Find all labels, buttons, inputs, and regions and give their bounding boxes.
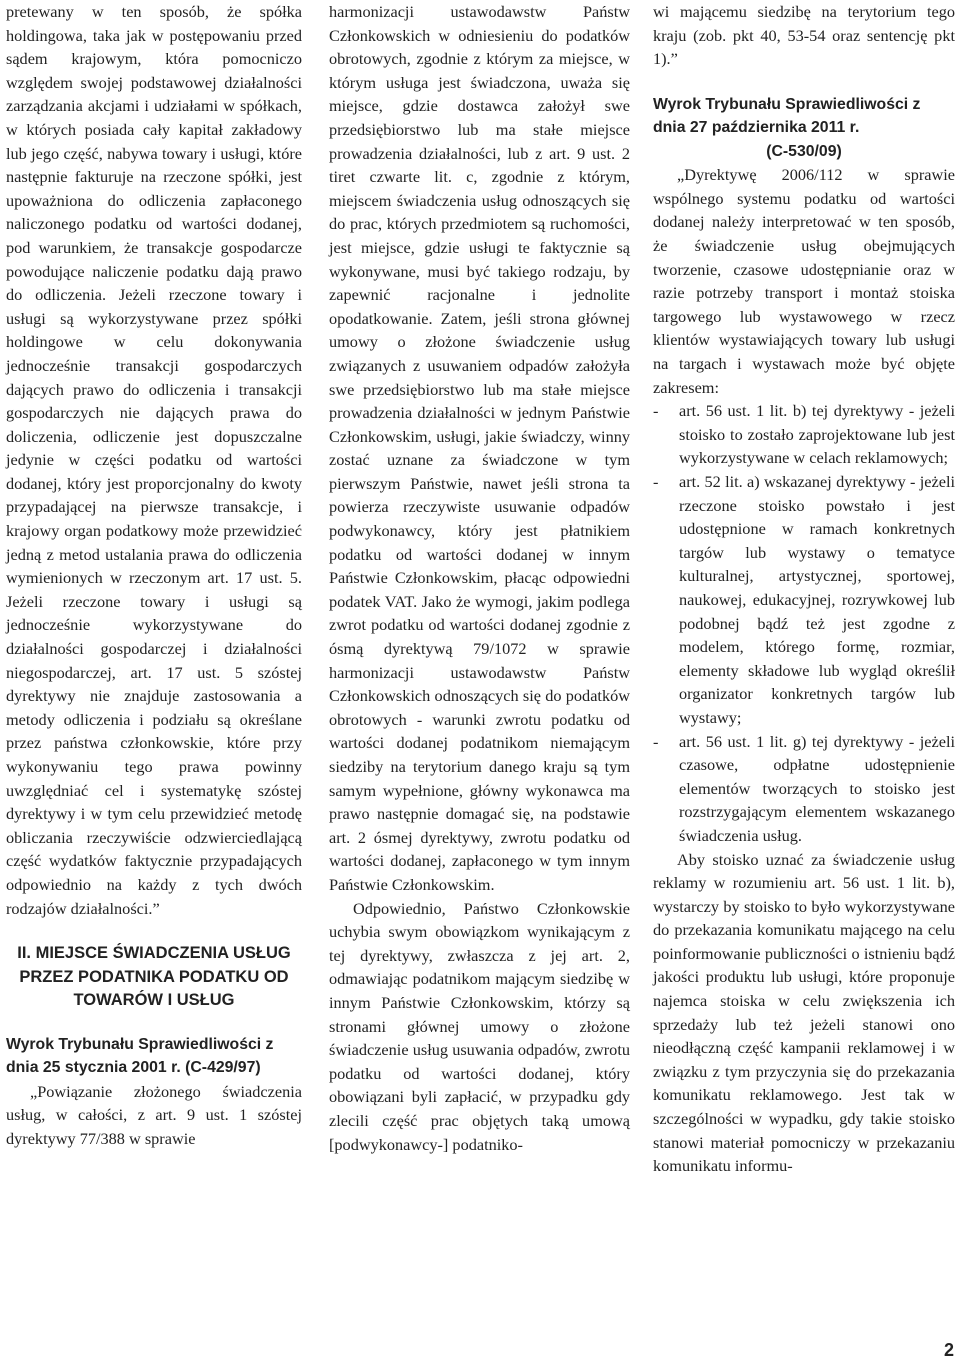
list-item-text: art. 52 lit. a) wskazanej dyrektywy - jeżeli rzeczone stoisko powstało i jest udostępnione w ramach konkretnych targów lub wystawy o tematyce kulturalnej, artystycznej, sportowej, naukowej, edukacyjnej, rozrywkowej lub podobnej bądź też jest zgodne z modelem, którego formę, rozmiar, elementy składowe lub wygląd określił organizator konkretnych targów lub wystawy;	[679, 472, 955, 727]
text-column-1	[6, 0, 302, 1150]
paragraph: „Powiązanie złożonego świadczenia usług, w całości, z art. 9 ust. 1 szóstej dyrektywy 77/388 w sprawie	[6, 1081, 302, 1148]
list-item	[653, 470, 955, 730]
list-dash: -	[653, 472, 659, 491]
list-item-text: art. 56 ust. 1 lit. g) tej dyrektywy - jeżeli czasowe, odpłatne udostępnienie elementów tworzących to stoisko jest rozstrzygającym elementem wskazanego świadczenia usług.	[679, 731, 955, 845]
list-item	[653, 399, 955, 470]
text-column-2	[329, 0, 630, 1156]
ruling-title: Wyrok Trybunału Sprawiedliwości z dnia 25 stycznia 2001 r. (C-429/97)	[6, 1035, 274, 1077]
ruling-title: Wyrok Trybunału Sprawiedliwości z dnia 27 października 2011 r.	[653, 95, 921, 137]
ruling-scope-list	[653, 399, 955, 847]
paragraph: „Dyrektywę 2006/112 w sprawie wspólnego systemu podatku od wartości dodanej należy interpretować w ten sposób, że świadczenie usług obejmujących tworzenie, czasowe udostępnianie oraz w razie potrzeby transport i montaż stoiska targowego lub wystawowego w rzecz klientów wystawiających towary lub usługi na targach i wystawach może być objęte zakresem:	[653, 165, 955, 397]
paragraph: Odpowiednio, Państwo Członkowskie uchybia swym obowiązkom wynikającym z tej dyrektywy, zwłaszcza z jej art. 2, odmawiając podatnikom mającym siedzibę w innym Państwie Członkowskim, którzy są stronami głównej umowy o złożone świadczenie usług usuwania odpadów, zwrotu podatku od wartości dodanej, który obowiązani byli zapłacić, w przypadku gdy zlecili część prac objętych taką umową [podwykonawcy-] podatniko-	[329, 898, 630, 1154]
list-dash: -	[653, 731, 659, 751]
list-dash: -	[653, 401, 659, 421]
paragraph: pretewany w ten sposób, że spółka holdingowa, taka jak w postępowaniu przed sądem krajowym, która pomocniczo względem swojej podstawowej działalności zarządzania akcjami i udziałami w spółkach, w których posiada cały kapitał zakładowy lub jego część, nabywa towary i usługi, które następnie fakturuje na rzeczone spółki, jest upoważniona do odliczenia zapłaconego naliczonego podatku od wartości dodanej, pod warunkiem, że transakcje gospodarcze powodujące naliczenie podatku dają prawo do odliczenia. Jeżeli rzeczone towary i usługi są wykorzystywane przez spółki holdingowe w celu dokonywania jednocześnie transakcji gospodarczych dających prawo do odliczenia i transakcji gospodarczych nie dających prawa do doliczenia, odliczenie jest dopuszczalne jedynie w części podatku od wartości dodanej, który jest proporcjonalny do kwoty przypadającej na pierwsze transakcje, i krajowy organ podatkowy może przewidzieć jedną z metod ustalania prawa do odliczenia wymienionych w rzeczonym art. 17 ust. 5. Jeżeli rzeczone towary i usługi są jednocześnie wykorzystywane do działalności gospodarczej i działalności niegospodarczej, art. 17 ust. 5 szóstej dyrektywy nie znajduje zastosowania a metody odliczenia i podziału są określane przez państwa członkowskie, które przy wykonywaniu tego prawa powinny uwzględniać cel i systematykę szóstej dyrektywy i w tym celu przewidzieć metodę obliczania rzeczywiście odzwierciedlającą część wydatków faktycznie przypadających odpowiednio na każdy z tych dwóch rodzajów działalności.”	[6, 2, 302, 918]
page-number: 2	[943, 1340, 954, 1360]
paragraph: wi mającemu siedzibę na terytorium tego kraju (zob. pkt 40, 53-54 oraz sentencję pkt 1).”	[653, 2, 955, 69]
list-item-text: art. 56 ust. 1 lit. b) tej dyrektywy - jeżeli stoisko to zostało zaprojektowane lub jest wykorzystywane w celach reklamowych;	[679, 401, 955, 468]
paragraph: harmonizacji ustawodawstw Państw Członkowskich w odniesieniu do podatków obrotowych, zgodnie z którym za miejsce, w którym usługa jest świadczona, uważa się miejsce, gdzie dostawca założył swe przedsiębiorstwo lub ma stałe miejsce prowadzenia działalności, lub z art. 9 ust. 2 tiret czwarte lit. c, zgodnie z którym, miejscem świadczenia usług odnoszących się do prac, których przedmiotem są ruchomości, jest miejsce, gdzie usługi te faktycznie są wykonywane, musi być takiego rodzaju, by zapewnić racjonalne i jednolite opodatkowanie. Zatem, jeśli strona głównej umowy o złożone świadczenie usług związanych z usuwaniem odpadów założyła swe przedsiębiorstwo lub ma stałe miejsce prowadzenia działalności w jednym Państwie Członkowskim, usługi, jakie świadczy, winny zostać uznane za świadczone w tym pierwszym Państwie, nawet jeśli strona ta powierza rzeczywiste usuwanie odpadów podwykonawcy, który jest płatnikiem podatku od wartości dodanej w innym Państwie Członkowskim, płacąc odpowiedni podatek VAT. Jako że wymogi, jakim podlega zwrot podatku od wartości dodanej zgodnie z ósmą dyrektywą 79/1072 w sprawie harmonizacji ustawodawstw Państw Członkowskich odnoszących się do podatków obrotowych - warunki zwrotu podatku od wartości dodanej podatnikom niemającym siedziby na terytorium danego kraju są tym samym wypełnione, główny wykonawca ma prawo następnie domagać się, na podstawie art. 2 ósmej dyrektywy, zwrotu podatku od wartości dodanej, zapłaconego w tym innym Państwie Członkowskim.	[329, 2, 630, 894]
section-heading: II. MIEJSCE ŚWIADCZENIA USŁUG PRZEZ PODATNIKA PODATKU OD TOWARÓW I USŁUG	[17, 944, 291, 1010]
paragraph: Aby stoisko uznać za świadczenie usług reklamy w rozumieniu art. 56 ust. 1 lit. b), wystarczy by stoisko to było wykorzystywane do przekazania komunikatu mającego na celu poinformowanie publiczności o istnieniu bądź jakości produktu lub usługi, które proponuje najemca stoiska w celu zwiększenia ich sprzedaży lub też jeżeli stanowi ono nieodłączną część kampanii reklamowej i w związku z tym przyczynia się do przekazania komunikatu reklamowego. Jest tak w szczególności w wypadku, gdy takie stoisko stanowi materiał pomocniczy w przekazaniu komunikatu informu-	[653, 849, 955, 1176]
ruling-case-number: (C-530/09)	[766, 142, 842, 160]
text-column-3	[653, 0, 955, 1178]
list-item	[653, 730, 955, 848]
